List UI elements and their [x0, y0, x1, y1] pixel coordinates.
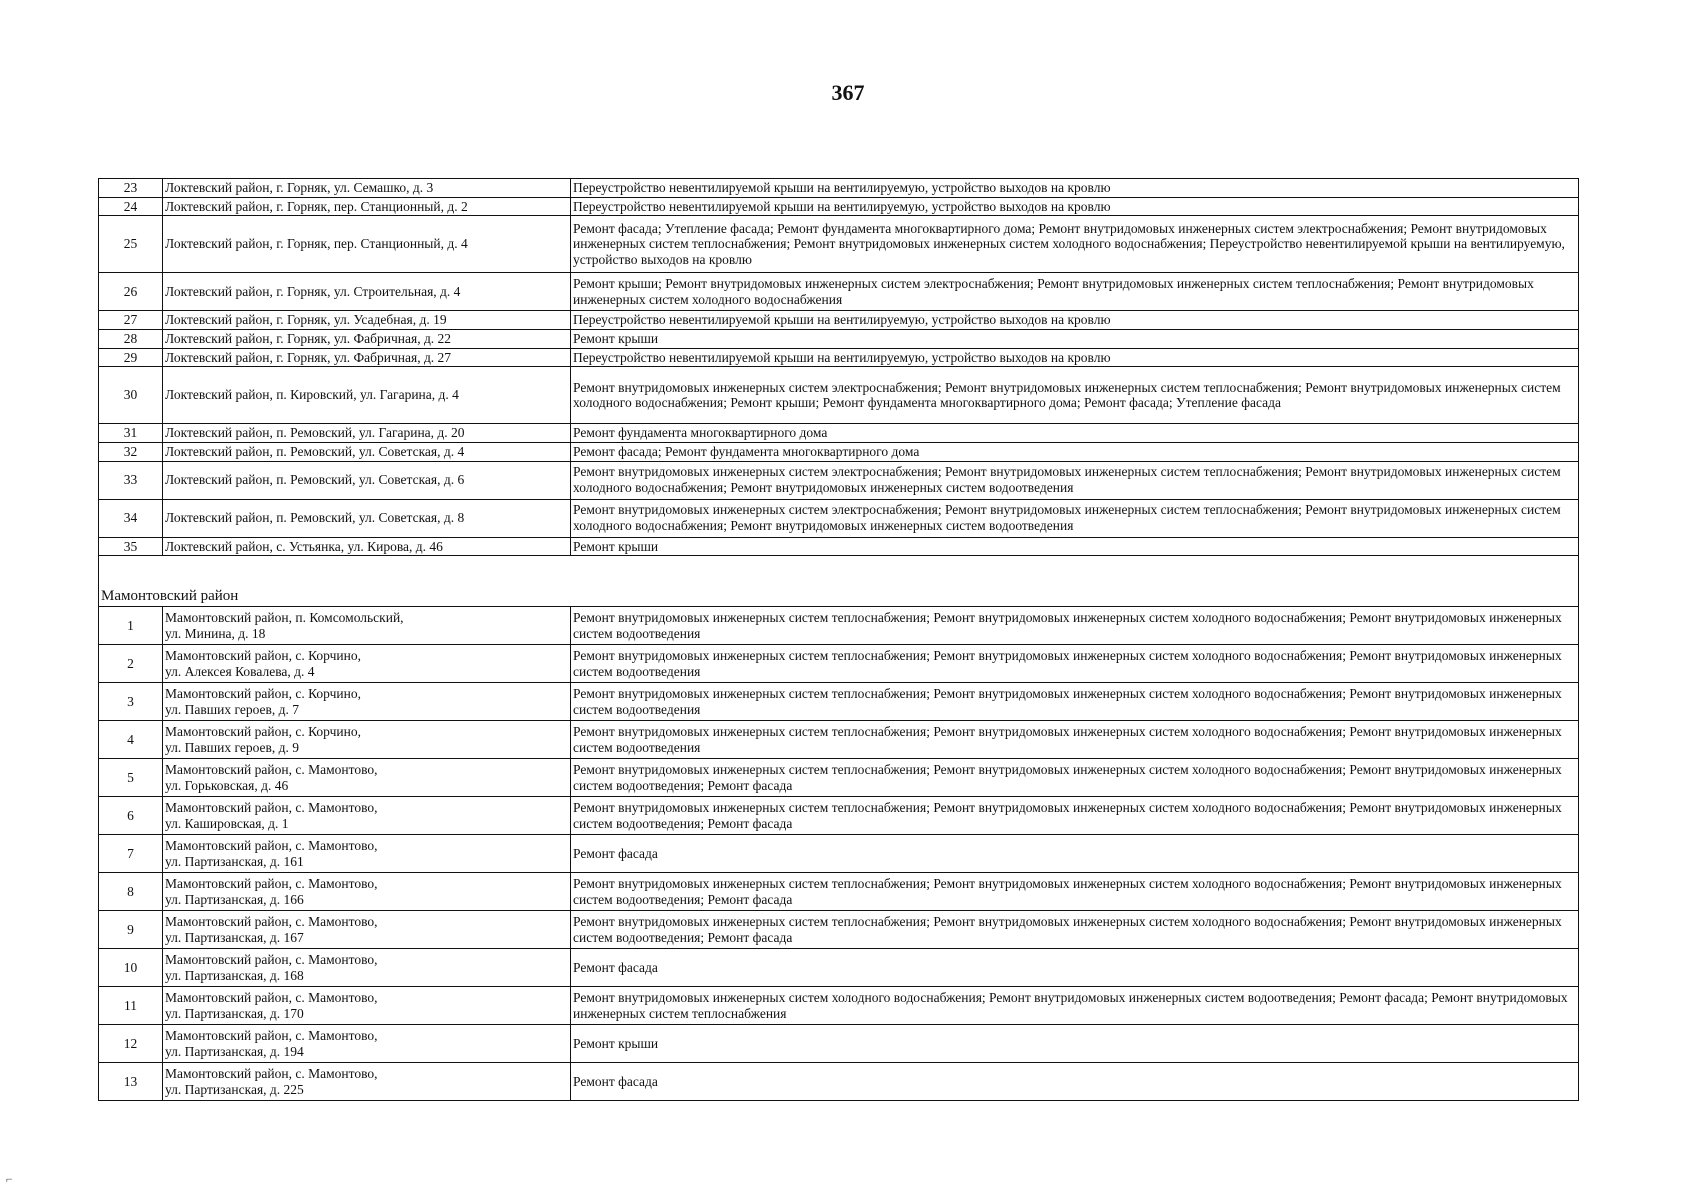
row-address: Локтевский район, п. Ремовский, ул. Советская, д. 4 — [163, 442, 571, 461]
row-number: 10 — [99, 949, 163, 987]
table-row — [99, 949, 1579, 987]
row-address — [163, 911, 571, 949]
section-heading-row — [99, 584, 1579, 607]
row-number: 3 — [99, 683, 163, 721]
address-line-1: Мамонтовский район, с. Мамонтово, — [165, 838, 378, 854]
row-address — [163, 1063, 571, 1101]
row-address: Локтевский район, п. Кировский, ул. Гагарина, д. 4 — [163, 367, 571, 424]
table-gap — [99, 556, 1579, 585]
table-row — [99, 311, 1579, 330]
row-address — [163, 949, 571, 987]
row-works: Ремонт внутридомовых инженерных систем теплоснабжения; Ремонт внутридомовых инженерных систем холодного водоснабжения; Ремонт внутридомовых инженерных систем водоотведения; Ремонт фасада — [571, 911, 1579, 949]
table-row — [99, 683, 1579, 721]
row-works: Ремонт внутридомовых инженерных систем электроснабжения; Ремонт внутридомовых инженерных систем теплоснабжения; Ремонт внутридомовых инженерных систем холодного водоснабжения; Ремонт крыши; Ремонт фундамента многоквартирного дома; Ремонт фасада; Утепление фасада — [571, 367, 1579, 424]
row-address — [163, 987, 571, 1025]
table-row — [99, 273, 1579, 311]
address-line-2: ул. Партизанская, д. 161 — [165, 853, 304, 869]
address-line-2: ул. Партизанская, д. 170 — [165, 1005, 304, 1021]
row-works: Ремонт фасада; Утепление фасада; Ремонт фундамента многоквартирного дома; Ремонт внутридомовых инженерных систем электроснабжения; Ремонт внутридомовых инженерных систем теплоснабжения; Ремонт внутридомовых инженерных систем холодного водоснабжения; Переустройство невентилируемой крыши на вентилируемую, устройство выходов на кровлю — [571, 216, 1579, 273]
table-row — [99, 1063, 1579, 1101]
page-number: 367 — [831, 80, 865, 105]
table-row — [99, 1025, 1579, 1063]
table-row — [99, 348, 1579, 367]
row-address: Локтевский район, г. Горняк, ул. Фабричная, д. 27 — [163, 348, 571, 367]
address-line-1: Мамонтовский район, с. Мамонтово, — [165, 762, 378, 778]
row-number: 30 — [99, 367, 163, 424]
address-line-1: Мамонтовский район, с. Корчино, — [165, 648, 361, 664]
address-line-2: ул. Павших героев, д. 9 — [165, 739, 300, 755]
address-line-1: Мамонтовский район, с. Корчино, — [165, 724, 361, 740]
row-works: Ремонт внутридомовых инженерных систем теплоснабжения; Ремонт внутридомовых инженерных систем холодного водоснабжения; Ремонт внутридомовых инженерных систем водоотведения; Ремонт фасада — [571, 797, 1579, 835]
table-row — [99, 537, 1579, 556]
address-line-1: Мамонтовский район, с. Мамонтово, — [165, 952, 378, 968]
row-address: Локтевский район, п. Ремовский, ул. Советская, д. 6 — [163, 461, 571, 499]
row-address — [163, 873, 571, 911]
table-row — [99, 442, 1579, 461]
address-line-1: Мамонтовский район, с. Мамонтово, — [165, 876, 378, 892]
row-address — [163, 645, 571, 683]
row-address: Локтевский район, г. Горняк, ул. Семашко, д. 3 — [163, 179, 571, 198]
table-row — [99, 367, 1579, 424]
row-works: Ремонт фасада — [571, 949, 1579, 987]
row-works: Ремонт крыши; Ремонт внутридомовых инженерных систем электроснабжения; Ремонт внутридомовых инженерных систем теплоснабжения; Ремонт внутридомовых инженерных систем холодного водоснабжения — [571, 273, 1579, 311]
address-line-2: ул. Алексея Ковалева, д. 4 — [165, 663, 315, 679]
row-number: 12 — [99, 1025, 163, 1063]
row-number: 31 — [99, 424, 163, 443]
row-works: Ремонт фасада — [571, 1063, 1579, 1101]
row-address — [163, 607, 571, 645]
table-row — [99, 911, 1579, 949]
row-number: 28 — [99, 329, 163, 348]
row-number: 24 — [99, 197, 163, 216]
row-works: Ремонт внутридомовых инженерных систем теплоснабжения; Ремонт внутридомовых инженерных систем холодного водоснабжения; Ремонт внутридомовых инженерных систем водоотведения — [571, 607, 1579, 645]
row-works: Ремонт внутридомовых инженерных систем теплоснабжения; Ремонт внутридомовых инженерных систем холодного водоснабжения; Ремонт внутридомовых инженерных систем водоотведения — [571, 721, 1579, 759]
table-row — [99, 329, 1579, 348]
row-works: Ремонт крыши — [571, 329, 1579, 348]
row-number: 6 — [99, 797, 163, 835]
row-works: Переустройство невентилируемой крыши на вентилируемую, устройство выходов на кровлю — [571, 197, 1579, 216]
scan-speck: ⌐ — [6, 1172, 13, 1186]
address-line-2: ул. Минина, д. 18 — [165, 625, 266, 641]
row-address — [163, 683, 571, 721]
table-row — [99, 835, 1579, 873]
address-line-1: Мамонтовский район, с. Корчино, — [165, 686, 361, 702]
row-number: 1 — [99, 607, 163, 645]
row-works: Ремонт внутридомовых инженерных систем теплоснабжения; Ремонт внутридомовых инженерных систем холодного водоснабжения; Ремонт внутридомовых инженерных систем водоотведения — [571, 645, 1579, 683]
row-number: 27 — [99, 311, 163, 330]
row-number: 29 — [99, 348, 163, 367]
row-number: 13 — [99, 1063, 163, 1101]
address-line-1: Мамонтовский район, п. Комсомольский, — [165, 610, 404, 626]
address-line-1: Мамонтовский район, с. Мамонтово, — [165, 914, 378, 930]
address-line-2: ул. Партизанская, д. 166 — [165, 891, 304, 907]
row-address: Локтевский район, г. Горняк, ул. Усадебная, д. 19 — [163, 311, 571, 330]
row-address: Локтевский район, с. Устьянка, ул. Кирова, д. 46 — [163, 537, 571, 556]
row-works: Ремонт внутридомовых инженерных систем теплоснабжения; Ремонт внутридомовых инженерных систем холодного водоснабжения; Ремонт внутридомовых инженерных систем водоотведения — [571, 683, 1579, 721]
address-line-2: ул. Партизанская, д. 168 — [165, 967, 304, 983]
row-number: 8 — [99, 873, 163, 911]
row-number: 35 — [99, 537, 163, 556]
table-row — [99, 607, 1579, 645]
row-address — [163, 721, 571, 759]
row-works: Ремонт внутридомовых инженерных систем теплоснабжения; Ремонт внутридомовых инженерных систем холодного водоснабжения; Ремонт внутридомовых инженерных систем водоотведения; Ремонт фасада — [571, 759, 1579, 797]
table-row — [99, 987, 1579, 1025]
table-row — [99, 461, 1579, 499]
row-works: Переустройство невентилируемой крыши на вентилируемую, устройство выходов на кровлю — [571, 179, 1579, 198]
row-number: 33 — [99, 461, 163, 499]
row-works: Ремонт фасада; Ремонт фундамента многоквартирного дома — [571, 442, 1579, 461]
table-row — [99, 645, 1579, 683]
row-works: Ремонт фасада — [571, 835, 1579, 873]
row-address: Локтевский район, п. Ремовский, ул. Гагарина, д. 20 — [163, 424, 571, 443]
row-number: 32 — [99, 442, 163, 461]
section-title: Мамонтовский район — [99, 584, 1579, 607]
row-works: Ремонт фундамента многоквартирного дома — [571, 424, 1579, 443]
row-number: 26 — [99, 273, 163, 311]
table-row — [99, 216, 1579, 273]
row-number: 25 — [99, 216, 163, 273]
table-row — [99, 721, 1579, 759]
row-address: Локтевский район, г. Горняк, ул. Фабричная, д. 22 — [163, 329, 571, 348]
row-works: Переустройство невентилируемой крыши на вентилируемую, устройство выходов на кровлю — [571, 348, 1579, 367]
table-row — [99, 424, 1579, 443]
address-line-1: Мамонтовский район, с. Мамонтово, — [165, 990, 378, 1006]
row-works: Ремонт внутридомовых инженерных систем электроснабжения; Ремонт внутридомовых инженерных систем теплоснабжения; Ремонт внутридомовых инженерных систем холодного водоснабжения; Ремонт внутридомовых инженерных систем водоотведения — [571, 461, 1579, 499]
table-row — [99, 179, 1579, 198]
row-address: Локтевский район, г. Горняк, пер. Станционный, д. 4 — [163, 216, 571, 273]
row-number: 2 — [99, 645, 163, 683]
row-address — [163, 759, 571, 797]
table-row — [99, 873, 1579, 911]
row-works: Переустройство невентилируемой крыши на вентилируемую, устройство выходов на кровлю — [571, 311, 1579, 330]
row-address: Локтевский район, г. Горняк, пер. Станционный, д. 2 — [163, 197, 571, 216]
table-row — [99, 797, 1579, 835]
row-number: 34 — [99, 499, 163, 537]
row-address: Локтевский район, г. Горняк, ул. Строительная, д. 4 — [163, 273, 571, 311]
row-number: 23 — [99, 179, 163, 198]
row-address: Локтевский район, п. Ремовский, ул. Советская, д. 8 — [163, 499, 571, 537]
address-line-2: ул. Кашировская, д. 1 — [165, 815, 289, 831]
address-line-1: Мамонтовский район, с. Мамонтово, — [165, 1066, 378, 1082]
row-number: 11 — [99, 987, 163, 1025]
address-line-1: Мамонтовский район, с. Мамонтово, — [165, 1028, 378, 1044]
row-address — [163, 835, 571, 873]
row-works: Ремонт внутридомовых инженерных систем электроснабжения; Ремонт внутридомовых инженерных систем теплоснабжения; Ремонт внутридомовых инженерных систем холодного водоснабжения; Ремонт внутридомовых инженерных систем водоотведения — [571, 499, 1579, 537]
address-line-2: ул. Партизанская, д. 194 — [165, 1043, 304, 1059]
capital-repair-table — [98, 178, 1579, 1101]
row-number: 5 — [99, 759, 163, 797]
row-number: 9 — [99, 911, 163, 949]
address-line-2: ул. Партизанская, д. 167 — [165, 929, 304, 945]
row-works: Ремонт крыши — [571, 1025, 1579, 1063]
table-row — [99, 197, 1579, 216]
row-number: 7 — [99, 835, 163, 873]
row-address — [163, 797, 571, 835]
row-works: Ремонт внутридомовых инженерных систем холодного водоснабжения; Ремонт внутридомовых инженерных систем водоотведения; Ремонт фасада; Ремонт внутридомовых инженерных систем теплоснабжения — [571, 987, 1579, 1025]
address-line-2: ул. Горьковская, д. 46 — [165, 777, 289, 793]
address-line-2: ул. Павших героев, д. 7 — [165, 701, 300, 717]
row-works: Ремонт крыши — [571, 537, 1579, 556]
address-line-1: Мамонтовский район, с. Мамонтово, — [165, 800, 378, 816]
row-address — [163, 1025, 571, 1063]
table-row — [99, 759, 1579, 797]
address-line-2: ул. Партизанская, д. 225 — [165, 1081, 304, 1097]
row-number: 4 — [99, 721, 163, 759]
table-row — [99, 499, 1579, 537]
row-works: Ремонт внутридомовых инженерных систем теплоснабжения; Ремонт внутридомовых инженерных систем холодного водоснабжения; Ремонт внутридомовых инженерных систем водоотведения; Ремонт фасада — [571, 873, 1579, 911]
